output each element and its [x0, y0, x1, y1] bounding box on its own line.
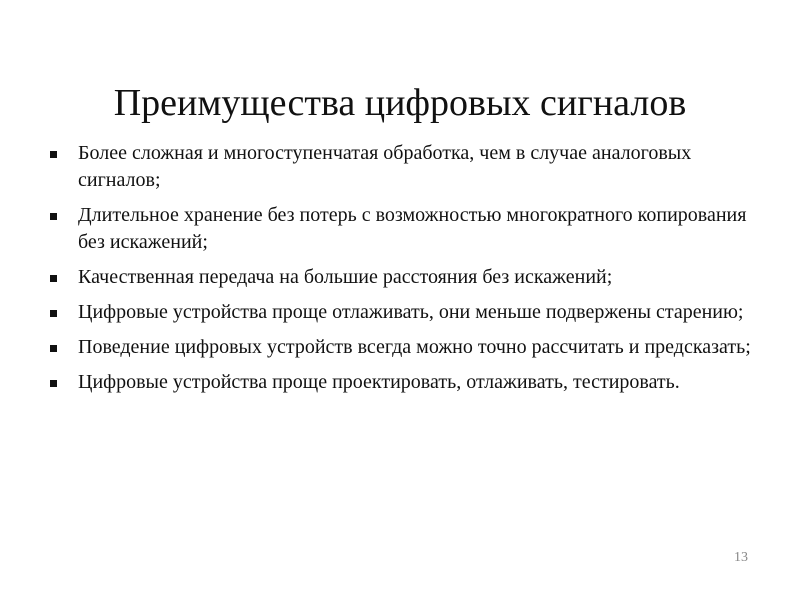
square-bullet-icon [50, 275, 57, 282]
bullet-item [48, 202, 768, 256]
square-bullet-icon [50, 213, 57, 220]
square-bullet-icon [50, 310, 57, 317]
bullet-list [48, 140, 768, 404]
square-bullet-icon [50, 380, 57, 387]
bullet-text: Длительное хранение без потерь с возможностью многократного копирования без искажений; [78, 204, 747, 253]
bullet-text: Более сложная и многоступенчатая обработка, чем в случае аналоговых сигналов; [78, 142, 692, 191]
bullet-text: Поведение цифровых устройств всегда можно точно рассчитать и предсказать; [78, 336, 751, 358]
bullet-item [48, 140, 768, 194]
square-bullet-icon [50, 151, 57, 158]
bullet-text: Цифровые устройства проще отлаживать, они меньше подвержены старению; [78, 301, 744, 323]
bullet-item [48, 299, 768, 326]
bullet-item [48, 369, 768, 396]
bullet-text: Цифровые устройства проще проектировать, отлаживать, тестировать. [78, 371, 680, 393]
square-bullet-icon [50, 345, 57, 352]
bullet-text: Качественная передача на большие расстояния без искажений; [78, 266, 613, 288]
bullet-item [48, 334, 768, 361]
bullet-item [48, 264, 768, 291]
slide-title: Преимущества цифровых сигналов [113, 82, 687, 124]
page-number: 13 [734, 550, 748, 565]
